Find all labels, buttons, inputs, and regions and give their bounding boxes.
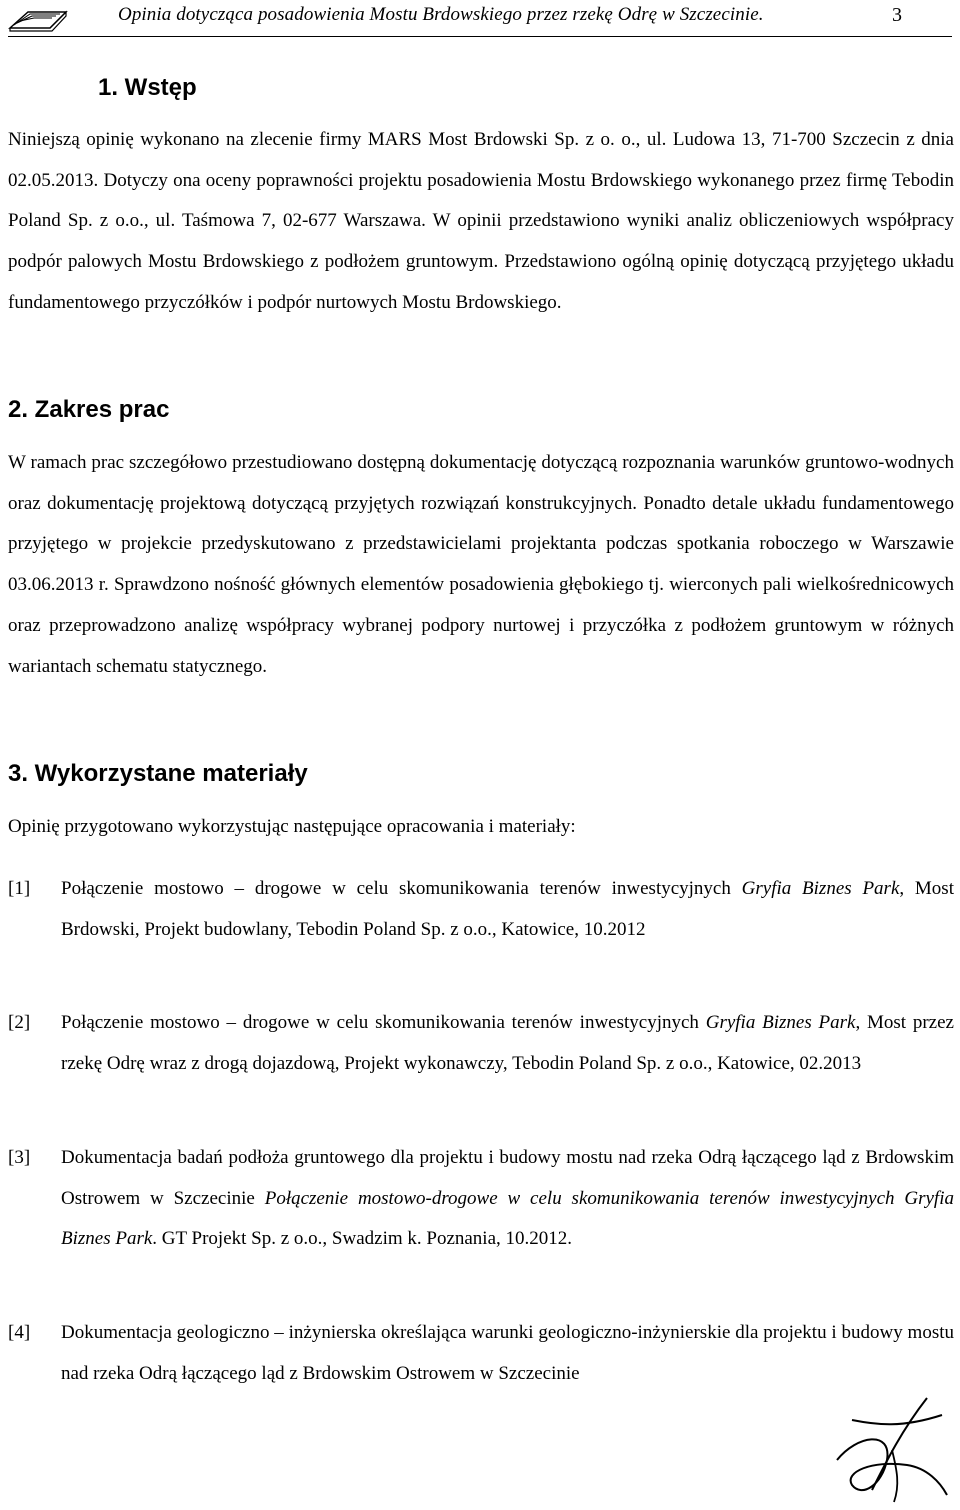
reference-text: Dokumentacja geologiczno – inżynierska określająca warunki geologiczno-inżynierskie dla projektu i budowy mostu nad rzeka Odrą łączącego ląd z Brdowskim Ostrowem w Szczecinie (61, 1322, 954, 1384)
section-paragraph-introduction: Niniejszą opinię wykonano na zlecenie firmy MARS Most Brdowski Sp. z o. o., ul. Ludowa 13, 71-700 Szczecin z dnia 02.05.2013. Dotyczy ona oceny poprawności projektu posadowienia Mostu Brdowskiego wykonanego przez firmę Tebodin Poland Sp. z o.o., ul. Taśmowa 7, 02-677 Warszawa. W opinii przedstawiono wyniki analiz obliczeniowych współpracy podpór palowych Mostu Brdowskiego z podłożem gruntowym. Przedstawiono ogólną opinię dotyczącą przyjętego układu fundamentowego przyczółków i podpór nurtowych Mostu Brdowskiego. (8, 129, 954, 313)
reference-number: [4] (8, 1322, 31, 1343)
reference-item (8, 1138, 954, 1260)
reference-number: [3] (8, 1147, 31, 1168)
section-heading-scope: 2. Zakres prac (8, 396, 170, 423)
materials-intro: Opinię przygotowano wykorzystując następujące opracowania i materiały: (8, 816, 576, 837)
reference-text: Połączenie mostowo – drogowe w celu skomunikowania terenów inwestycyjnych Gryfia Biznes Park, Most przez rzekę Odrę wraz z drogą dojazdową, Projekt wykonawczy, Tebodin Poland Sp. z o.o., Katowice, 02.2013 (61, 1012, 954, 1074)
header-title: Opinia dotycząca posadowienia Mostu Brdowskiego przez rzekę Odrę w Szczecinie. (118, 4, 764, 25)
header-divider (8, 36, 952, 37)
section-heading-materials: 3. Wykorzystane materiały (8, 760, 308, 787)
reference-number: [2] (8, 1012, 31, 1033)
book-logo-icon (8, 4, 70, 32)
reference-item (8, 869, 954, 950)
reference-text: Dokumentacja badań podłoża gruntowego dla projektu i budowy mostu nad rzeka Odrą łączącego ląd z Brdowskim Ostrowem w Szczecinie Połączenie mostowo-drogowe w celu skomunikowania terenów inwestycyjnych Gryfia Biznes Park. GT Projekt Sp. z o.o., Swadzim k. Poznania, 10.2012. (61, 1147, 954, 1250)
reference-text: Połączenie mostowo – drogowe w celu skomunikowania terenów inwestycyjnych Gryfia Biznes Park, Most Brdowski, Projekt budowlany, Tebodin Poland Sp. z o.o., Katowice, 10.2012 (61, 878, 954, 940)
section-paragraph-scope: W ramach prac szczegółowo przestudiowano dostępną dokumentację dotyczącą rozpoznania warunków gruntowo-wodnych oraz dokumentację projektową dotyczącą przyjętych rozwiązań konstrukcyjnych. Ponadto detale układu fundamentowego przyjętego w projekcie przedyskutowano z przedstawicielami projektanta podczas spotkania roboczego w Warszawie 03.06.2013 r. Sprawdzono nośność głównych elementów posadowienia głębokiego tj. wierconych pali wielkośrednicowych oraz przeprowadzono analizę współpracy wybranej podpory nurtowej i przyczółka z podłożem gruntowym w różnych wariantach schematu statycznego. (8, 452, 954, 677)
handwritten-signature-icon (832, 1390, 952, 1505)
section-heading-introduction: 1. Wstęp (98, 74, 197, 101)
reference-item (8, 1313, 954, 1394)
reference-item (8, 1003, 954, 1084)
page-header (0, 0, 960, 42)
reference-number: [1] (8, 878, 31, 899)
page-number: 3 (892, 4, 902, 26)
